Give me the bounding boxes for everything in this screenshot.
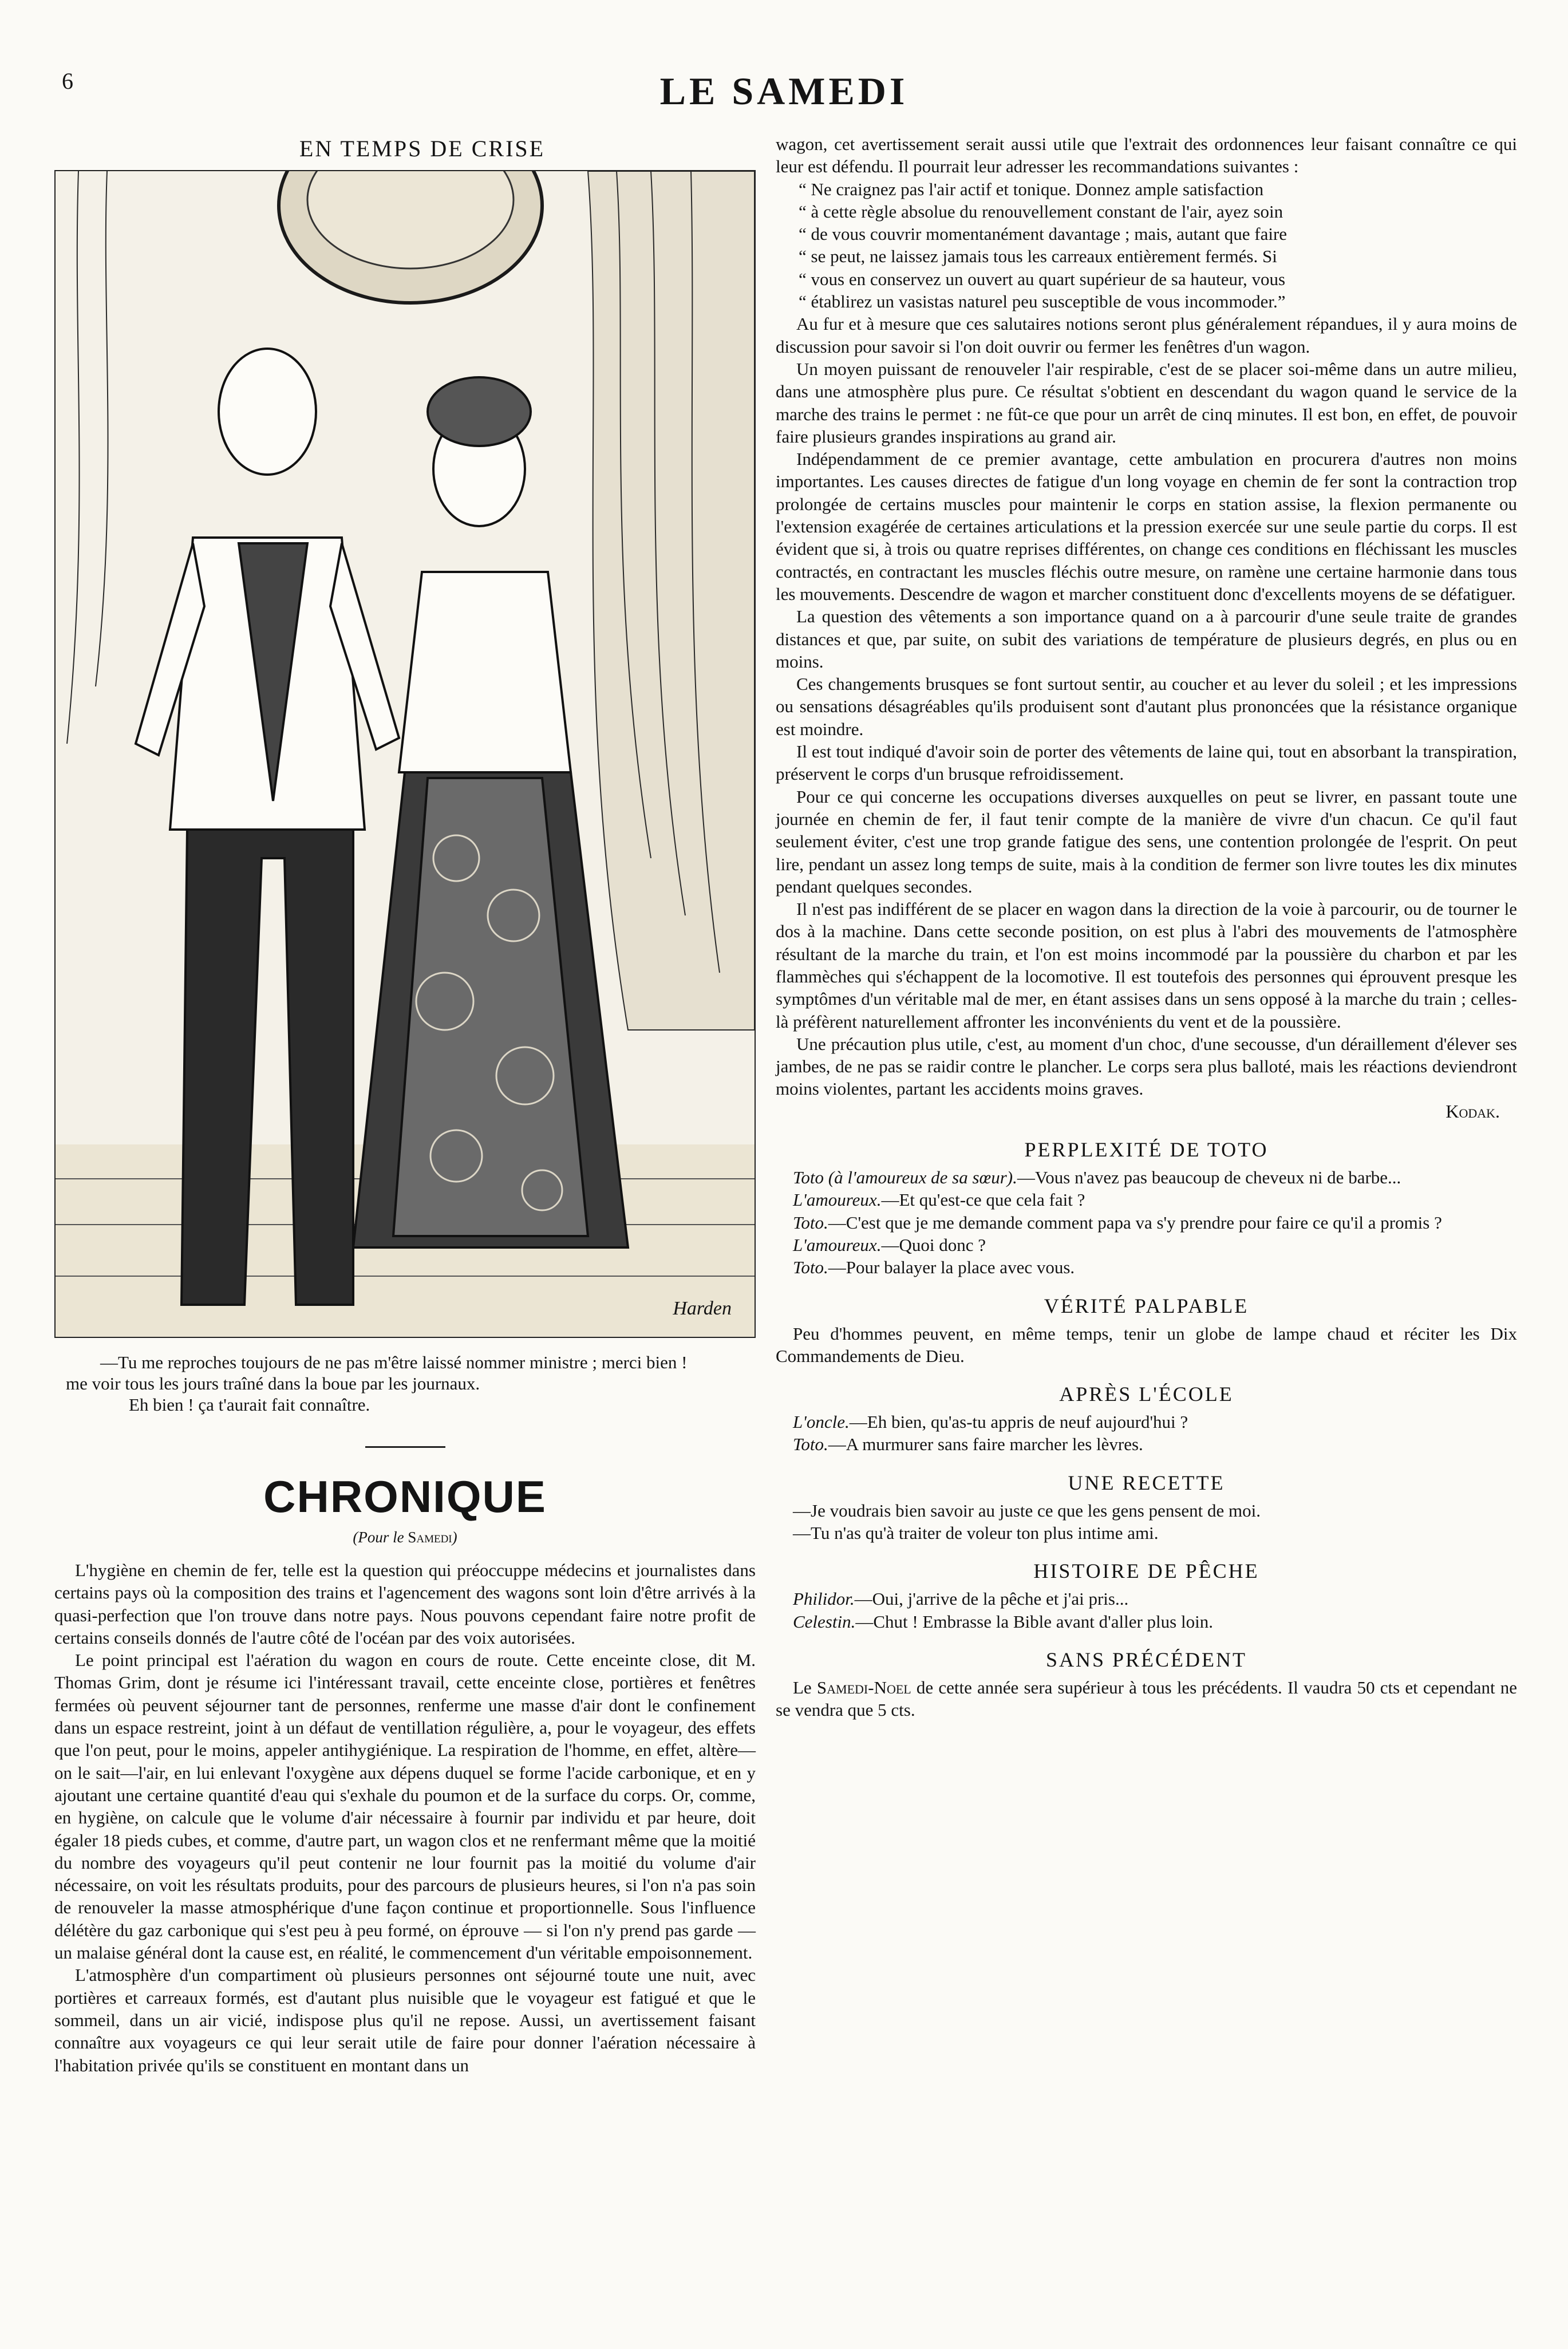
speaker: L'amoureux. xyxy=(793,1190,882,1210)
dialogue-line xyxy=(776,1256,1517,1278)
dialogue-line xyxy=(776,1411,1517,1433)
dialogue-text: —A murmurer sans faire marcher les lèvres. xyxy=(828,1434,1143,1455)
article-body-right xyxy=(776,133,1517,1123)
article-paragraph: Au fur et à mesure que ces salutaires notions seront plus généralement répandues, il y aura moins de discussion pour savoir si l'on doit ouvrir ou fermer les fenêtres d'un wagon. xyxy=(776,314,1517,357)
left-column xyxy=(54,133,756,2076)
article-paragraph: Il est tout indiqué d'avoir soin de porter des vêtements de laine qui, tout en absorbant la transpiration, préservent le corps d'un brusque refroidissement. xyxy=(776,741,1517,784)
speaker: Toto. xyxy=(793,1257,828,1278)
dialogue-text: —Vous n'avez pas beaucoup de cheveux ni de barbe... xyxy=(1017,1167,1401,1188)
masthead: LE SAMEDI xyxy=(659,69,909,113)
dialogue-text: —C'est que je me demande comment papa va s'y prendre pour faire ce qu'il a promis ? xyxy=(828,1212,1442,1233)
subtitle-suffix: ) xyxy=(452,1529,457,1546)
dialogue-text: —Chut ! Embrasse la Bible avant d'aller plus loin. xyxy=(855,1611,1213,1632)
caption-line: me voir tous les jours traîné dans la boue par les journaux. xyxy=(66,1373,480,1393)
article-paragraph: L'atmosphère d'un compartiment où plusieurs personnes ont séjourné toute une nuit, avec portières et carreaux formés, est d'autant plus nuisible que le voyageur est fatigué et que le sommeil, dans un air vicié, indispose plus qu'il ne repose. Aussi, un avertissement faisant connaître aux voyageurs ce qui leur serait utile de faire pour donner l'aération nécessaire à l'habitation privée qu'ils se constituent en montant dans un xyxy=(54,1965,756,2075)
dialogue-line xyxy=(776,1610,1517,1633)
dialogue-line xyxy=(776,1166,1517,1189)
section-recette xyxy=(776,1499,1517,1545)
quote-line: “ vous en conservez un ouvert au quart supérieur de sa hauteur, vous xyxy=(799,269,1286,289)
article-signature: Kodak. xyxy=(1445,1100,1500,1122)
cartoon-drawing xyxy=(56,171,755,1337)
article-subtitle xyxy=(54,1529,756,1546)
article-paragraph: La question des vêtements a son importance quand on a à parcourir d'une seule traite de grandes distances et que, par suite, on subit des variations de température de plusieurs degrés, en plus ou en moins. xyxy=(776,606,1517,672)
section-peche xyxy=(776,1588,1517,1633)
dialogue-line xyxy=(776,1433,1517,1455)
dialogue-line xyxy=(776,1234,1517,1256)
section-perplexite xyxy=(776,1166,1517,1278)
section-verite xyxy=(776,1322,1517,1368)
quote-line: “ de vous couvrir momentanément davantage ; mais, autant que faire xyxy=(799,224,1287,244)
article-paragraph: Le point principal est l'aération du wagon en cours de route. Cette enceinte close, dit M. Thomas Grim, dont je résume ici l'intéressant travail, cette enceinte close, portières et fenêtres fermées où peuvent séjourner tant de personnes, renferme une masse d'air dont le confinement dans un espace restreint, joint à un défaut de ventillation régulière, a, pour le voyageur, des effets que l'on peut, pour le moins, appeler antihygiénique. La respiration de l'homme, en effet, altère—on le sait—l'air, en lui enlevant l'oxygène aux dépens duquel se forme l'acide carbonique, et en y ajoutant une certaine quantité d'eau qui s'exhale du poumon et de la surface du corps. Or, comme, en hygiène, on calcule que le volume d'air nécessaire à fournir par individu et par heure, doit égaler 18 pieds cubes, et comme, d'autre part, un wagon clos et ne renfermant même que la moitié du nombre des voyageurs qu'il peut contenir ne lour fournit pas la moitié du volume d'air nécessaire, on voit les résultats produits, pour des parcours de plusieurs heures, si l'on n'a pas soin de renouveler la masse atmosphérique d'une façon continue et proportionnelle. Sous l'influence délétère du gaz carbonique qui s'est peu à peu formé, on éprouve — si l'on n'y prend pas garde — un malaise général dont la cause est, en réalité, le commencement d'un véritable empoisonnement. xyxy=(54,1650,756,1963)
quote-line: “ à cette règle absolue du renouvellement constant de l'air, ayez soin xyxy=(799,201,1283,222)
dialogue-text: —Oui, j'arrive de la pêche et j'ai pris... xyxy=(854,1589,1129,1609)
dialogue-line: —Tu n'as qu'à traiter de voleur ton plus intime ami. xyxy=(793,1523,1159,1543)
speaker: Toto (à l'amoureux de sa sœur). xyxy=(793,1167,1017,1188)
section-title-verite: VÉRITÉ PALPABLE xyxy=(1044,1294,1249,1317)
cartoon-illustration xyxy=(54,170,756,1338)
speaker: Philidor. xyxy=(793,1589,855,1609)
article-paragraph: Ces changements brusques se font surtout sentir, au coucher et au lever du soleil ; et les impressions ou sensations désagréables qu'ils produisent sont d'autant plus prononcées que la résistance organique est moindre. xyxy=(776,674,1517,739)
section-title-peche: HISTOIRE DE PÊCHE xyxy=(1033,1560,1259,1583)
dialogue-text: —Et qu'est-ce que cela fait ? xyxy=(881,1190,1085,1210)
dialogue-text: —Pour balayer la place avec vous. xyxy=(828,1257,1075,1278)
article-paragraph: Indépendamment de ce premier avantage, cette ambulation en procurera d'autres non moins importantes. Les causes directes de fatigue d'un long voyage en chemin de fer sont la contraction trop prolongée de certains muscles pour maintenir le corps en station assise, la flexion permanente ou l'extension exagérée de certaines articulations et la pression exercée sur une seule partie du corps. Il est évident que si, à trois ou quatre reprises différentes, on change ces conditions en fléchissant les muscles contractés, en contractant les muscles fléchis outre mesure, on ramène une certaine harmonie dans tous les mouvements. Descendre de wagon et marcher constituent donc d'excellents moyens de se défatiguer. xyxy=(776,449,1517,604)
article-paragraph: Pour ce qui concerne les occupations diverses auxquelles on peut se livrer, en passant toute une journée en chemin de fer, il faut tenir compte de la manière de vivre d'un chacun. Ce qu'il faut seulement éviter, c'est une trop grande fatigue des sens, une contention prolongée de l'esprit. On peut lire, pendant un assez long temps de suite, mais à la condition de fermer son livre toutes les dix minutes pendant quelques secondes. xyxy=(776,786,1517,897)
article-paragraph: Une précaution plus utile, c'est, au moment d'un choc, d'une secousse, d'un déraillement d'élever ses jambes, de ne pas se raidir contre le plancher. Le corps sera plus balloté, mais les réactions deviendront moins violentes, partant les accidents moins graves. xyxy=(776,1033,1517,1099)
article-paragraph: Il n'est pas indifférent de se placer en wagon dans la direction de la voie à parcourir, ou de tourner le dos à la machine. Dans cette seconde position, on est plus à l'abri des mouvements de l'atmosphère résultant de la marche du train, et l'on est moins incommodé par la poussière du charbon et par les flammèches qui s'échappent de la locomotive. Il est toutefois des personnes qui éprouvent presque les symptômes d'un véritable mal de mer, en étant assises dans un sens opposé à la marche du train ; celles-là préfèrent naturellement affronter les inconvénients du vent et de la poussière. xyxy=(776,899,1517,1032)
illustration-caption xyxy=(66,1352,756,1415)
section-sans-precedent xyxy=(776,1676,1517,1722)
article-body-left xyxy=(54,1559,756,2076)
quote-line: “ établirez un vasistas naturel peu susceptible de vous incommoder.” xyxy=(799,291,1286,312)
dialogue-line xyxy=(776,1189,1517,1211)
subtitle-name: Samedi xyxy=(408,1529,452,1546)
caption-line: Eh bien ! ça t'aurait fait connaître. xyxy=(129,1395,370,1415)
section-apres-ecole xyxy=(776,1411,1517,1456)
section-title-recette: UNE RECETTE xyxy=(1068,1471,1225,1494)
speaker: Toto. xyxy=(793,1434,828,1455)
dialogue-text: —Quoi donc ? xyxy=(881,1234,986,1255)
illustration-signature: Harden xyxy=(673,1298,732,1319)
speaker: L'oncle. xyxy=(793,1412,850,1432)
quote-line: “ Ne craignez pas l'air actif et tonique. Donnez ample satisfaction xyxy=(799,179,1264,199)
article-paragraph: wagon, cet avertissement serait aussi utile que l'extrait des ordonnences leur faisant connaître ce qui leur est défendu. Il pourrait leur adresser les recommandations suivantes : xyxy=(776,134,1517,177)
anecdote-text xyxy=(776,1676,1517,1722)
dialogue-line: —Je voudrais bien savoir au juste ce que les gens pensent de moi. xyxy=(793,1500,1261,1521)
illustration-title: EN TEMPS DE CRISE xyxy=(299,136,546,161)
dialogue-line xyxy=(776,1211,1517,1234)
section-title-apres-ecole: APRÈS L'ÉCOLE xyxy=(1059,1383,1234,1406)
section-title-perplexite: PERPLEXITÉ DE TOTO xyxy=(1024,1138,1269,1162)
dialogue-text: —Eh bien, qu'as-tu appris de neuf aujourd'hui ? xyxy=(849,1412,1188,1432)
publication-name: Samedi-Noel xyxy=(816,1677,911,1697)
dialogue-line xyxy=(776,1588,1517,1610)
text-rest: de cette année sera supérieur à tous les précédents. Il vaudra 50 cts et cependant ne se vendra que 5 cts. xyxy=(776,1677,1518,1720)
subtitle-prefix: (Pour le xyxy=(353,1529,404,1546)
page-number: 6 xyxy=(62,68,73,94)
divider xyxy=(365,1446,445,1448)
article-paragraph: Un moyen puissant de renouveler l'air respirable, c'est de se placer soi-même dans un autre milieu, dans une atmosphère plus pure. Ce résultat s'obtient en descendant du wagon quand le service de la marche des trains le permet : ne fût-ce que pour un arrêt de cinq minutes. Il est bon, en effet, de pouvoir faire plusieurs grandes inspirations au grand air. xyxy=(776,358,1517,447)
article-title: CHRONIQUE xyxy=(263,1471,547,1522)
quote-line: “ se peut, ne laissez jamais tous les carreaux entièrement fermés. Si xyxy=(799,246,1277,267)
speaker: L'amoureux. xyxy=(793,1234,882,1255)
caption-line: —Tu me reproches toujours de ne pas m'être laissé nommer ministre ; merci bien ! xyxy=(100,1352,688,1372)
speaker: Celestin. xyxy=(793,1611,856,1632)
quoted-recommendations xyxy=(799,178,1517,313)
article-paragraph: L'hygiène en chemin de fer, telle est la question qui préoccuppe médecins et journalistes dans certains pays où la composition des trains et l'agencement des wagons sont loin d'être arrivés à la quasi-perfection que l'on trouve dans notre pays. Nous pouvons cependant faire notre profit de certains conseils donnés de l'autre côté de l'océan par des voix autorisées. xyxy=(54,1560,756,1648)
text-prefix: Le xyxy=(793,1677,812,1697)
anecdote-text: Peu d'hommes peuvent, en même temps, tenir un globe de lampe chaud et réciter les Dix Commandements de Dieu. xyxy=(776,1323,1517,1366)
speaker: Toto. xyxy=(793,1212,828,1233)
right-column xyxy=(776,133,1517,1722)
section-title-sans-precedent: SANS PRÉCÉDENT xyxy=(1045,1648,1247,1671)
